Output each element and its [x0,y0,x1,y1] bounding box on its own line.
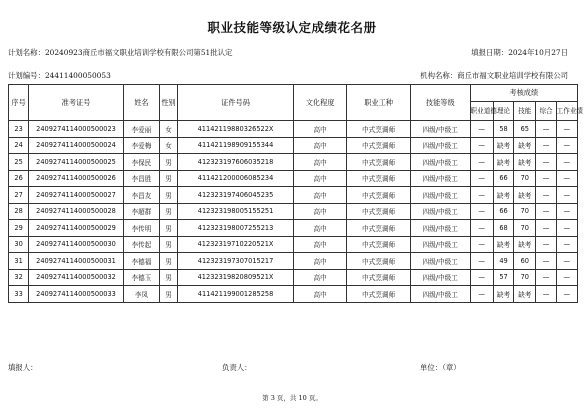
cell-theory: 58 [493,121,513,138]
cell-gender: 男 [160,154,178,171]
cell-gender: 男 [160,236,178,253]
cell-name: 李爱梅 [123,137,159,154]
cell-gender: 女 [160,137,178,154]
cell-comprehensive: — [536,137,556,154]
cell-occupation: 中式烹调师 [347,187,411,204]
cell-comprehensive: — [536,220,556,237]
cell-theory: 66 [493,170,513,187]
cell-seq: 27 [9,187,29,204]
cell-seq: 23 [9,121,29,138]
cell-work-performance: — [556,187,577,204]
cell-ticket: 2409274114000500027 [29,187,124,204]
table-row [9,253,578,270]
cell-work-performance: — [556,236,577,253]
cell-ticket: 2409274114000500032 [29,269,124,286]
header-skill: 技能 [514,102,536,121]
cell-education: 高中 [294,170,347,187]
cell-work-performance: — [556,154,577,171]
cell-occupation: 中式烹调师 [347,170,411,187]
cell-ticket: 2409274114000500029 [29,220,124,237]
score-roster-table [8,84,584,303]
cell-moral: — [470,253,493,270]
cell-ticket: 2409274114000500033 [29,286,124,303]
cell-skill: 缺考 [514,154,536,171]
cell-skill-level: 四级/中级工 [410,220,470,237]
cell-moral: — [470,286,493,303]
cell-skill: 缺考 [514,236,536,253]
cell-work-performance: — [556,121,577,138]
cell-name: 李昌友 [123,187,159,204]
cell-moral: — [470,220,493,237]
fill-date: 填报日期：2024年10月27日 [471,48,568,57]
cell-theory: 68 [493,220,513,237]
footer-manager: 负责人： [222,363,252,372]
cell-comprehensive: — [536,236,556,253]
cell-skill-level: 四级/中级工 [410,187,470,204]
cell-education: 高中 [294,187,347,204]
cell-education: 高中 [294,121,347,138]
table-row [9,137,578,154]
cell-skill: 65 [514,121,536,138]
cell-skill-level: 四级/中级工 [410,253,470,270]
cell-id-number: 41142119880326522X [178,121,294,138]
cell-id-number: 412323197406045235 [178,187,294,204]
header-seq: 序号 [9,85,29,121]
cell-id-number: 411421200006085234 [178,170,294,187]
table-row [9,269,578,286]
cell-occupation: 中式烹调师 [347,286,411,303]
cell-name: 李德玉 [123,269,159,286]
cell-moral: — [470,154,493,171]
cell-name: 李德福 [123,253,159,270]
cell-occupation: 中式烹调师 [347,269,411,286]
cell-occupation: 中式烹调师 [347,154,411,171]
cell-name: 李传明 [123,220,159,237]
cell-theory: 缺考 [493,236,513,253]
cell-gender: 男 [160,269,178,286]
cell-id-number: 412323198005155251 [178,203,294,220]
cell-ticket: 2409274114000500023 [29,121,124,138]
cell-moral: — [470,236,493,253]
cell-comprehensive: — [536,170,556,187]
cell-skill: 70 [514,170,536,187]
cell-skill: 缺考 [514,187,536,204]
cell-seq: 31 [9,253,29,270]
cell-ticket: 2409274114000500025 [29,154,124,171]
cell-skill: 60 [514,253,536,270]
table-row [9,170,578,187]
cell-gender: 男 [160,187,178,204]
cell-work-performance: — [556,269,577,286]
header-comprehensive: 综合 [536,102,556,121]
cell-moral: — [470,137,493,154]
cell-gender: 男 [160,220,178,237]
cell-theory: 缺考 [493,286,513,303]
cell-theory: 66 [493,203,513,220]
cell-comprehensive: — [536,286,556,303]
cell-ticket: 2409274114000500024 [29,137,124,154]
cell-name: 李昌胜 [123,170,159,187]
cell-skill-level: 四级/中级工 [410,137,470,154]
cell-id-number: 41232319710220521X [178,236,294,253]
cell-id-number: 412323197307015217 [178,253,294,270]
cell-skill: 70 [514,203,536,220]
cell-seq: 28 [9,203,29,220]
cell-skill-level: 四级/中级工 [410,203,470,220]
cell-occupation: 中式烹调师 [347,253,411,270]
page-title: 职业技能等级认定成绩花名册 [207,20,377,35]
cell-education: 高中 [294,236,347,253]
cell-skill-level: 四级/中级工 [410,170,470,187]
cell-name: 李保民 [123,154,159,171]
cell-occupation: 中式烹调师 [347,137,411,154]
cell-gender: 男 [160,203,178,220]
header-id-number: 证件号码 [178,85,294,121]
header-skill-level: 技能等级 [410,85,470,121]
table-row [9,154,578,171]
cell-skill: 缺考 [514,286,536,303]
cell-skill-level: 四级/中级工 [410,269,470,286]
cell-skill-level: 四级/中级工 [410,121,470,138]
cell-theory: 缺考 [493,187,513,204]
cell-work-performance: — [556,286,577,303]
table-row [9,220,578,237]
cell-comprehensive: — [536,187,556,204]
cell-id-number: 411421199001285258 [178,286,294,303]
cell-theory: 57 [493,269,513,286]
cell-name: 李传起 [123,236,159,253]
cell-education: 高中 [294,154,347,171]
cell-occupation: 中式烹调师 [347,236,411,253]
cell-work-performance: — [556,220,577,237]
cell-comprehensive: — [536,121,556,138]
cell-moral: — [470,121,493,138]
cell-work-performance: — [556,203,577,220]
cell-skill-level: 四级/中级工 [410,154,470,171]
cell-name: 李爱丽 [123,121,159,138]
cell-education: 高中 [294,253,347,270]
cell-education: 高中 [294,220,347,237]
cell-skill-level: 四级/中级工 [410,236,470,253]
cell-id-number: 412323198007255213 [178,220,294,237]
cell-seq: 30 [9,236,29,253]
cell-occupation: 中式烹调师 [347,121,411,138]
cell-comprehensive: — [536,253,556,270]
cell-seq: 29 [9,220,29,237]
cell-seq: 32 [9,269,29,286]
table-row [9,187,578,204]
cell-gender: 女 [160,121,178,138]
header-work-performance: 工作业绩 [556,102,577,121]
cell-theory: 缺考 [493,137,513,154]
cell-id-number: 412323197606035218 [178,154,294,171]
cell-gender: 男 [160,286,178,303]
cell-comprehensive: — [536,269,556,286]
organization-name: 机构名称：商丘市福文职业培训学校有限公司 [420,71,568,80]
cell-gender: 男 [160,253,178,270]
cell-theory: 49 [493,253,513,270]
cell-occupation: 中式烹调师 [347,220,411,237]
cell-skill: 70 [514,220,536,237]
cell-ticket: 2409274114000500026 [29,170,124,187]
plan-name: 计划名称：20240923商丘市福文职业培训学校有限公司第51批认定 [8,48,233,57]
cell-work-performance: — [556,253,577,270]
table-row [9,286,578,303]
cell-theory: 缺考 [493,154,513,171]
cell-ticket: 2409274114000500031 [29,253,124,270]
cell-education: 高中 [294,269,347,286]
cell-name: 李凤 [123,286,159,303]
cell-moral: — [470,203,493,220]
cell-moral: — [470,269,493,286]
cell-work-performance: — [556,170,577,187]
cell-education: 高中 [294,286,347,303]
table-row [9,121,578,138]
footer-unit-seal: 单位：（章） [420,363,461,372]
header-ticket: 准考证号 [29,85,124,121]
cell-comprehensive: — [536,203,556,220]
footer-filler: 填报人： [8,363,38,372]
cell-seq: 26 [9,170,29,187]
cell-moral: — [470,170,493,187]
cell-id-number: 41232319820809521X [178,269,294,286]
cell-skill-level: 四级/中级工 [410,286,470,303]
header-theory: 理论 [493,102,513,121]
cell-id-number: 411421198909155344 [178,137,294,154]
cell-gender: 男 [160,170,178,187]
cell-work-performance: — [556,137,577,154]
cell-ticket: 2409274114000500030 [29,236,124,253]
header-gender: 性别 [160,85,178,121]
cell-occupation: 中式烹调师 [347,203,411,220]
cell-education: 高中 [294,203,347,220]
page-number: 第 3 页，共 10 页。 [262,394,322,402]
header-name: 姓名 [123,85,159,121]
cell-skill: 缺考 [514,137,536,154]
cell-seq: 33 [9,286,29,303]
header-scores-group: 考核成绩 [470,85,577,102]
cell-seq: 25 [9,154,29,171]
plan-number: 计划编号：24411400050053 [8,71,111,80]
cell-seq: 24 [9,137,29,154]
header-moral: 职业道德 [470,102,493,121]
cell-moral: — [470,187,493,204]
cell-name: 李超群 [123,203,159,220]
cell-skill: 70 [514,269,536,286]
cell-comprehensive: — [536,154,556,171]
header-education: 文化程度 [294,85,347,121]
header-occupation: 职业工种 [347,85,411,121]
table-row [9,203,578,220]
cell-education: 高中 [294,137,347,154]
table-row [9,236,578,253]
cell-ticket: 2409274114000500028 [29,203,124,220]
